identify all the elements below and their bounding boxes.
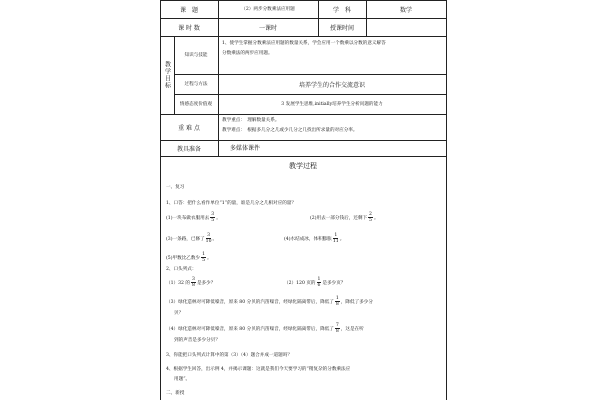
process-text: 培养学生的合作交流意识 xyxy=(298,81,365,89)
question-2d-text: （4）绿化造林对可降低噪音，原来 80 分贝的汽笛噪音，经绿化隔离带后，降低了 xyxy=(166,327,334,332)
fraction-denominator: 11 xyxy=(332,239,339,244)
fraction-denominator: 8 xyxy=(335,302,339,307)
question-2c-continued: 贝？ xyxy=(174,311,184,316)
emotion-text: 3 发展学生思维,initially培养学生分析问题的能力 xyxy=(281,102,383,107)
fraction-numerator: 1 xyxy=(202,252,206,257)
fraction xyxy=(206,233,212,244)
subject-value: 数学 xyxy=(399,6,412,14)
question-2d xyxy=(166,323,364,334)
fraction-numerator: 2 xyxy=(369,212,372,217)
difficulty-text: 教学难点： 根据多几分之几或少几分之几找出所求量的对应分率。 xyxy=(222,128,358,133)
question-2: 2、口头列式： xyxy=(166,267,197,272)
fraction-denominator: 5 xyxy=(202,258,206,263)
emotion-label: 情感态度价值观 xyxy=(179,102,213,107)
question-2d-end: ，这是在听 xyxy=(340,327,364,332)
topic-label: 课 题 xyxy=(179,6,198,14)
tools-label: 教具准备 xyxy=(176,145,201,153)
objectives-label: 教学目标 xyxy=(163,61,171,89)
knowledge-label: 知识与技能 xyxy=(184,53,208,58)
question-3: 3、你能把口头列式计算中的第（3）（4）题合并成一道题吗？ xyxy=(166,353,292,358)
question-2c-text: （3）绿化造林对可降低噪音，原来 80 分贝的汽笛噪音，经绿化隔离带后，降低了 xyxy=(166,300,334,305)
question-1c-text: (3)一条路，已修了 xyxy=(166,237,205,242)
question-2c-end: ，降低了多少分 xyxy=(340,300,373,305)
topic-value: （2）两步分数乘法应用题 xyxy=(241,7,295,12)
question-4: 4、根据学生回答，出示例 4，并揭示课题：这就是我们今天要学习的“稍复杂的分数乘法应 xyxy=(166,367,351,372)
time-value xyxy=(366,18,446,36)
question-4-continued: 用题”。 xyxy=(174,377,191,382)
fraction-numerator: 3 xyxy=(207,233,211,238)
question-1d-end: 。 xyxy=(339,237,345,242)
keypoints-label: 重 难 点 xyxy=(178,124,200,132)
key-text: 教学重点： 理解数量关系。 xyxy=(222,118,280,123)
question-2b-end: 是多少页？ xyxy=(322,281,346,286)
fraction-denominator: 5 xyxy=(211,218,215,223)
question-1a-text: (1)一块布做衣服用去 xyxy=(166,216,210,221)
question-1a xyxy=(166,212,221,223)
question-1d-text: (4)水结成冰，体积膨胀 xyxy=(284,237,332,242)
question-1c xyxy=(166,233,217,244)
question-2b-text: （2）120 页的 xyxy=(284,281,316,286)
fraction-numerator: 1 xyxy=(334,233,338,238)
fraction-denominator: 10 xyxy=(205,239,212,244)
question-1e-text: (5)甲数比乙数少 xyxy=(166,256,201,261)
table-rule xyxy=(218,114,219,156)
fraction xyxy=(368,212,373,223)
question-2d-continued: 到的声音是多少分贝？ xyxy=(174,338,220,343)
question-2a-text: （1）32 的 xyxy=(166,281,191,286)
fraction-numerator: 1 xyxy=(335,296,339,301)
fraction xyxy=(191,277,196,288)
question-1e-end: 。 xyxy=(207,256,212,261)
question-1: 1、口答：把什么看作单位“1”的量，谁是几分之几相对应的量？ xyxy=(166,201,296,206)
process-title: 教学过程 xyxy=(289,162,317,170)
question-2a xyxy=(166,277,215,288)
fraction xyxy=(335,296,340,307)
time-label: 授课时间 xyxy=(329,24,354,32)
process-label: 过程与方法 xyxy=(184,82,208,87)
hours-value: 一课时 xyxy=(258,24,277,32)
subject-label: 学 科 xyxy=(332,6,351,14)
question-2c xyxy=(166,296,373,307)
tools-value: 多媒体课件 xyxy=(230,145,261,152)
question-1c-end: 。 xyxy=(212,237,218,242)
fraction-numerator: 3 xyxy=(211,212,215,217)
question-1b-text: (2)用去一部分钱后，还剩下 xyxy=(310,216,368,221)
fraction xyxy=(335,323,340,334)
section-new-lesson: 二、新授 xyxy=(166,391,185,396)
fraction-numerator: 3 xyxy=(192,277,195,282)
question-1d xyxy=(284,233,344,244)
question-1e xyxy=(166,252,212,263)
fraction-denominator: 8 xyxy=(335,329,339,334)
question-2b xyxy=(284,277,345,288)
table-border-right xyxy=(446,0,447,400)
fraction-denominator: 6 xyxy=(317,283,321,288)
fraction-denominator: 8 xyxy=(192,283,195,288)
table-rule xyxy=(160,156,446,157)
knowledge-text-2: 分数乘法的两步应用题。 xyxy=(222,51,273,56)
fraction xyxy=(333,233,339,244)
fraction-denominator: 5 xyxy=(369,218,372,223)
fraction xyxy=(317,277,322,288)
fraction-numerator: 7 xyxy=(335,323,339,328)
section-review: 一、复习 xyxy=(166,185,185,190)
question-1b-end: 。 xyxy=(373,216,379,221)
fraction xyxy=(210,212,215,223)
fraction-numerator: 1 xyxy=(317,277,321,282)
question-2a-end: 是多少？ xyxy=(196,281,216,286)
knowledge-text-1: 1、使学生掌握分数乘法应用题的数量关系，学会应用一个数乘以分数的意义解答 xyxy=(222,41,386,46)
question-1b xyxy=(310,212,379,223)
lesson-plan-sheet xyxy=(160,0,446,400)
question-1a-end: 。 xyxy=(216,216,221,221)
hours-label: 课 时 数 xyxy=(178,24,200,32)
fraction xyxy=(201,252,206,263)
